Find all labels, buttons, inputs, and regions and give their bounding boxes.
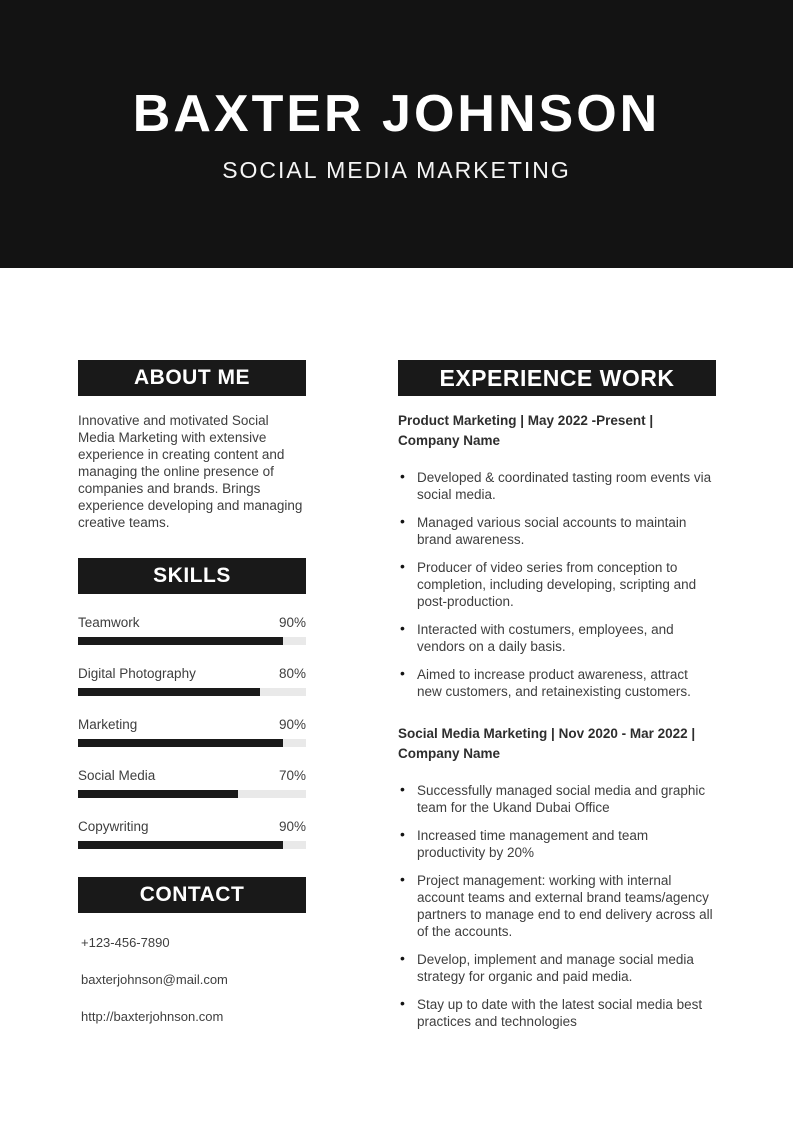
skill-row-marketing bbox=[78, 717, 306, 747]
skill-row-social-media bbox=[78, 768, 306, 798]
about-heading-label: ABOUT ME bbox=[134, 366, 250, 389]
person-name: BAXTER JOHNSON bbox=[132, 85, 661, 143]
skill-bar-fill bbox=[78, 790, 238, 798]
job-bullet: • Managed various social accounts to maintain brand awareness. bbox=[398, 514, 716, 548]
skills-section bbox=[78, 558, 306, 849]
job-bullet: • Develop, implement and manage social media strategy for organic and paid media. bbox=[398, 951, 716, 985]
job-bullet: • Increased time management and team productivity by 20% bbox=[398, 827, 716, 861]
job-bullet-list bbox=[398, 782, 716, 1030]
skill-bar-track bbox=[78, 739, 306, 747]
job-entry-product-marketing bbox=[398, 411, 716, 700]
job-bullet: • Stay up to date with the latest social media best practices and technologies bbox=[398, 996, 716, 1030]
person-job-title: SOCIAL MEDIA MARKETING bbox=[222, 157, 571, 183]
skill-percent: 90% bbox=[278, 717, 306, 732]
skill-bar-track bbox=[78, 841, 306, 849]
skill-label: Teamwork bbox=[78, 615, 140, 630]
skill-label: Digital Photography bbox=[78, 666, 196, 681]
skill-percent: 90% bbox=[278, 819, 306, 834]
header-banner bbox=[0, 0, 793, 268]
about-section bbox=[78, 360, 306, 531]
about-text: Innovative and motivated Social Media Marketing with extensive experience in creating content and managing the online presence of companies and brands. Brings experience developing and managing creative teams. bbox=[78, 413, 303, 530]
contact-phone: +123-456-7890 bbox=[81, 935, 170, 950]
skill-bar-track bbox=[78, 637, 306, 645]
about-heading bbox=[78, 360, 306, 396]
skill-bar-fill bbox=[78, 637, 283, 645]
skill-percent: 80% bbox=[278, 666, 306, 681]
skill-bar-track bbox=[78, 688, 306, 696]
job-bullet: • Successfully managed social media and graphic team for the Ukand Dubai Office bbox=[398, 782, 716, 816]
job-heading: Product Marketing | May 2022 -Present | Company Name bbox=[398, 413, 654, 448]
experience-heading bbox=[398, 360, 716, 396]
skill-label: Copywriting bbox=[78, 819, 149, 834]
resume-body bbox=[0, 268, 793, 1041]
skill-label: Marketing bbox=[78, 717, 138, 732]
job-heading: Social Media Marketing | Nov 2020 - Mar 2022 | Company Name bbox=[398, 726, 696, 761]
job-bullet: • Interacted with costumers, employees, and vendors on a daily basis. bbox=[398, 621, 716, 655]
left-column bbox=[78, 360, 306, 1041]
skill-row-copywriting bbox=[78, 819, 306, 849]
skill-bar-fill bbox=[78, 841, 283, 849]
skill-label: Social Media bbox=[78, 768, 156, 783]
contact-section bbox=[78, 877, 306, 1024]
contact-email: baxterjohnson@mail.com bbox=[81, 972, 228, 987]
skill-bar-fill bbox=[78, 688, 260, 696]
skill-bar-fill bbox=[78, 739, 283, 747]
job-bullet-list bbox=[398, 469, 716, 700]
skill-percent: 70% bbox=[278, 768, 306, 783]
contact-website: http://baxterjohnson.com bbox=[81, 1009, 224, 1024]
skill-row-teamwork bbox=[78, 615, 306, 645]
skills-heading-label: SKILLS bbox=[153, 564, 231, 587]
experience-heading-label: EXPERIENCE WORK bbox=[439, 364, 675, 391]
skill-row-digital-photography bbox=[78, 666, 306, 696]
job-bullet: • Project management: working with internal account teams and external brand teams/agency partners to manage end to end delivery across all of the accounts. bbox=[398, 872, 716, 940]
contact-heading bbox=[78, 877, 306, 913]
job-bullet: • Developed & coordinated tasting room events via social media. bbox=[398, 469, 716, 503]
skill-bar-track bbox=[78, 790, 306, 798]
skills-heading bbox=[78, 558, 306, 594]
skill-percent: 90% bbox=[278, 615, 306, 630]
job-bullet: • Producer of video series from conception to completion, including developing, scripting and post-production. bbox=[398, 559, 716, 610]
experience-column bbox=[398, 360, 716, 1041]
job-entry-social-media-marketing bbox=[398, 724, 716, 1030]
contact-heading-label: CONTACT bbox=[139, 883, 245, 906]
job-bullet: • Aimed to increase product awareness, attract new customers, and retainexisting customers. bbox=[398, 666, 716, 700]
